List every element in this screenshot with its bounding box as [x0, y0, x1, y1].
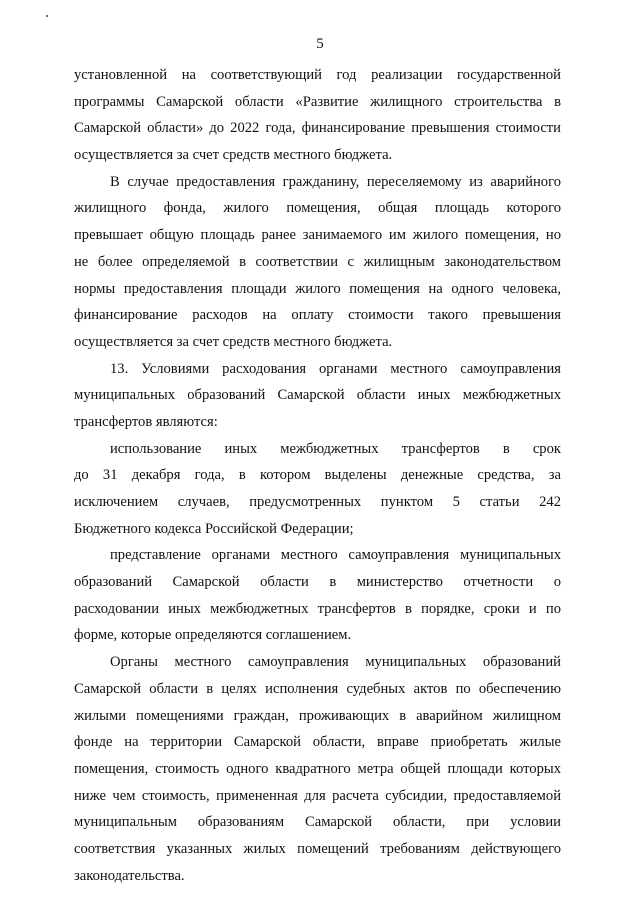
text-line: установленной на соответствующий год реализации государственной [74, 67, 561, 83]
text-line: муниципальным образованиям Самарской области, при условии [74, 814, 561, 831]
text-line: законодательства. [74, 867, 185, 884]
text-line: образований Самарской области в министерство отчетности о [74, 574, 561, 591]
scan-mark [46, 15, 48, 17]
text-line: Самарской области» до 2022 года, финансирование превышения стоимости [74, 120, 561, 137]
text-line: Бюджетного кодекса Российской Федерации; [74, 520, 354, 537]
text-line: расходовании иных межбюджетных трансфертов в порядке, сроки и по [74, 600, 561, 617]
text-line: не более определяемой в соответствии с жилищным законодательством [74, 253, 561, 270]
text-line: В случае предоставления гражданину, переселяемому из аварийного [110, 173, 561, 190]
text-line: соответствия указанных жилых помещений требованиям действующего [74, 840, 561, 857]
text-line: форме, которые определяются соглашением. [74, 627, 352, 644]
paragraph-5 [74, 542, 561, 649]
text-line: программы Самарской области «Развитие жилищного строительства в [74, 93, 561, 110]
text-line: муниципальных образований Самарской области иных межбюджетных [74, 387, 561, 404]
text-line: Самарской области в целях исполнения судебных актов по обеспечению [74, 680, 561, 697]
text-line: жилыми помещениями граждан, проживающих в аварийном жилищном [74, 707, 561, 724]
text-line: осуществляется за счет средств местного бюджета. [74, 147, 393, 164]
text-line: осуществляется за счет средств местного бюджета. [74, 333, 393, 350]
text-line: исключением случаев, предусмотренных пунктом 5 статьи 242 [74, 494, 561, 510]
text-line: жилищного фонда, жилого помещения, общая площадь которого [74, 200, 561, 217]
text-line: представление органами местного самоуправления муниципальных [110, 547, 561, 564]
text-line: трансфертов являются: [74, 413, 218, 430]
text-line: 13. Условиями расходования органами местного самоуправления [110, 360, 561, 377]
text-line: использование иных межбюджетных трансфертов в срок [110, 440, 561, 457]
text-line: до 31 декабря года, в котором выделены денежные средства, за [74, 467, 561, 484]
paragraph-2 [74, 169, 561, 356]
text-line: помещения, стоимость одного квадратного метра общей площади которых [74, 760, 561, 777]
paragraph-3 [74, 356, 561, 436]
paragraph-1 [74, 62, 561, 169]
text-line: Органы местного самоуправления муниципальных образований [110, 654, 561, 671]
paragraph-4 [74, 436, 561, 543]
text-line: нормы предоставления площади жилого помещения на одного человека, [74, 280, 561, 297]
document-body [74, 62, 561, 889]
text-line: превышает общую площадь ранее занимаемого им жилого помещения, но [74, 227, 561, 244]
text-line: ниже чем стоимость, примененная для расчета субсидии, предоставляемой [74, 787, 561, 804]
paragraph-6 [74, 649, 561, 889]
text-line: фонде на территории Самарской области, вправе приобретать жилые [74, 734, 561, 751]
text-line: финансирование расходов на оплату стоимости такого превышения [74, 307, 561, 324]
page-number: 5 [316, 36, 324, 52]
